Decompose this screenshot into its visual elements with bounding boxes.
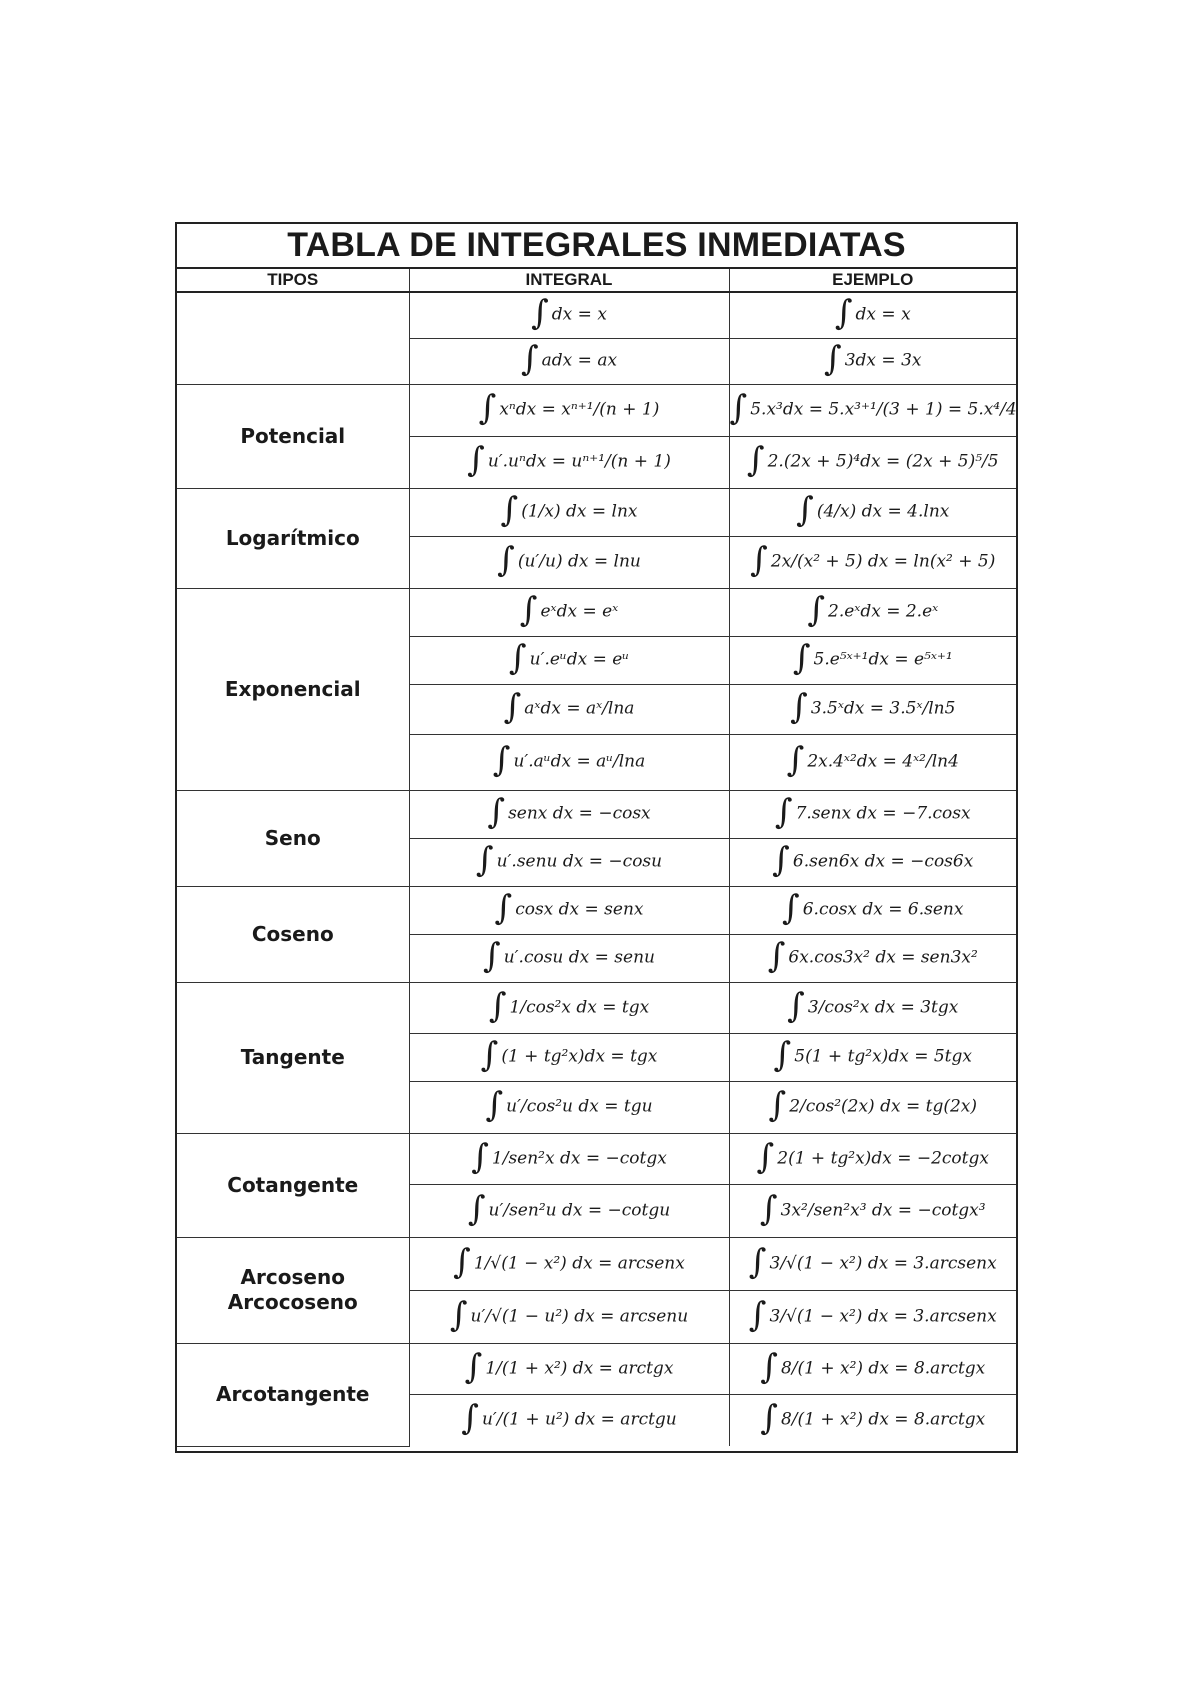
integral-sign-icon: ∫ (768, 1085, 787, 1125)
example-formula: 5.e⁵ˣ⁺¹dx = e⁵ˣ⁺¹ (813, 649, 953, 670)
integral-sign-icon: ∫ (449, 1294, 468, 1335)
example-cell (729, 934, 1016, 982)
example-cell (729, 1184, 1016, 1237)
integral-sign-icon: ∫ (787, 985, 805, 1026)
integral-formula: 1/√(1 − x²) dx = arcsenx (473, 1253, 685, 1273)
type-cell-seno: Seno (177, 790, 409, 886)
integral-sign-icon: ∫ (729, 388, 748, 428)
example-formula: 2(1 + tg²x)dx = −2cotgx (777, 1148, 989, 1168)
example-formula: 2/cos²(2x) dx = tg(2x) (789, 1096, 978, 1117)
integral-sign-icon: ∫ (807, 590, 826, 630)
type-cell-arcoseno: Arcoseno Arcocoseno (177, 1237, 409, 1343)
integral-cell (409, 488, 729, 536)
integral-cell (409, 838, 729, 886)
integral-formula: 1/cos²x dx = tgx (509, 997, 650, 1017)
example-formula: 3dx = 3x (844, 350, 922, 371)
table-row (177, 1237, 1016, 1290)
type-cell-tangente: Tangente (177, 982, 409, 1133)
integral-sign-icon: ∫ (483, 936, 501, 976)
integral-cell (409, 734, 729, 790)
table-row (177, 384, 1016, 436)
integral-sign-icon: ∫ (748, 1294, 767, 1335)
example-cell (729, 734, 1016, 790)
integral-formula: adx = ax (541, 350, 618, 371)
example-cell (729, 1290, 1016, 1343)
integral-sign-icon: ∫ (834, 293, 853, 334)
integral-sign-icon: ∫ (760, 1398, 778, 1439)
integral-cell (409, 886, 729, 934)
type-cell-coseno: Coseno (177, 886, 409, 982)
example-formula: 5(1 + tg²x)dx = 5tgx (794, 1046, 972, 1067)
integral-sign-icon: ∫ (467, 1188, 486, 1229)
integral-cell (409, 384, 729, 436)
example-formula: 2x/(x² + 5) dx = ln(x² + 5) (770, 551, 996, 572)
integral-sign-icon: ∫ (503, 687, 522, 727)
example-cell (729, 636, 1016, 684)
example-formula: (4/x) dx = 4.lnx (816, 501, 950, 522)
integral-cell (409, 292, 729, 338)
integral-sign-icon: ∫ (824, 339, 842, 379)
integral-cell (409, 536, 729, 588)
integral-formula: 1/(1 + x²) dx = arctgx (485, 1358, 674, 1378)
integral-table-sheet (175, 222, 1018, 1453)
table-row (177, 292, 1016, 338)
integral-formula: aˣdx = aˣ/lna (524, 698, 635, 719)
integral-formula: u′/√(1 − u²) dx = arcsenu (470, 1306, 689, 1326)
integral-sign-icon: ∫ (520, 339, 539, 379)
integral-formula: eˣdx = eˣ (540, 601, 619, 622)
example-formula: 3/√(1 − x²) dx = 3.arcsenx (769, 1253, 997, 1273)
integral-sign-icon: ∫ (760, 1346, 778, 1387)
integral-formula: u′.senu dx = −cosu (496, 851, 663, 872)
example-formula: 3/cos²x dx = 3tgx (807, 997, 959, 1017)
integral-sign-icon: ∫ (796, 490, 814, 530)
integral-sign-icon: ∫ (492, 740, 511, 780)
table-row (177, 886, 1016, 934)
example-cell (729, 1133, 1016, 1184)
integral-sign-icon: ∫ (478, 388, 497, 428)
integral-cell (409, 934, 729, 982)
integral-sign-icon: ∫ (773, 1035, 792, 1075)
example-formula: 8/(1 + x²) dx = 8.arctgx (780, 1358, 986, 1378)
integral-sign-icon: ∫ (759, 1188, 778, 1229)
example-formula: 5.x³dx = 5.x³⁺¹/(3 + 1) = 5.x⁴/4 (750, 399, 1017, 420)
integral-cell (409, 1184, 729, 1237)
integral-sign-icon: ∫ (746, 440, 765, 480)
example-formula: 6.sen6x dx = −cos6x (792, 851, 974, 872)
integral-cell (409, 684, 729, 734)
example-cell (729, 838, 1016, 886)
integral-sign-icon: ∫ (497, 540, 515, 580)
example-formula: 6.cosx dx = 6.senx (802, 899, 964, 920)
integral-sign-icon: ∫ (792, 638, 811, 678)
integral-sign-icon: ∫ (508, 638, 527, 678)
integral-cell (409, 1290, 729, 1343)
example-cell (729, 384, 1016, 436)
header-ejemplo: EJEMPLO (729, 269, 1016, 292)
integral-cell (409, 1394, 729, 1446)
type-cell-potencial: Potencial (177, 384, 409, 488)
example-cell (729, 1394, 1016, 1446)
example-cell (729, 982, 1016, 1033)
integral-cell (409, 1343, 729, 1394)
example-cell (729, 338, 1016, 384)
integral-formula: u′/cos²u dx = tgu (506, 1096, 653, 1117)
integral-sign-icon: ∫ (772, 840, 790, 880)
example-formula: 2.eˣdx = 2.eˣ (828, 601, 939, 622)
integral-sign-icon: ∫ (475, 840, 494, 880)
example-cell (729, 1081, 1016, 1133)
integral-cell (409, 1133, 729, 1184)
integral-formula: (1/x) dx = lnx (521, 501, 638, 522)
example-formula: 6x.cos3x² dx = sen3x² (788, 947, 978, 968)
integral-sign-icon: ∫ (488, 985, 507, 1026)
integral-sign-icon: ∫ (485, 1085, 504, 1125)
integral-sign-icon: ∫ (531, 293, 549, 334)
header-integral: INTEGRAL (409, 269, 729, 292)
example-formula: 7.senx dx = −7.cosx (795, 803, 971, 824)
type-cell-arcotangente: Arcotangente (177, 1343, 409, 1446)
example-cell (729, 436, 1016, 488)
integral-cell (409, 588, 729, 636)
integral-formula: u′/(1 + u²) dx = arctgu (481, 1409, 677, 1430)
integrals-table (177, 269, 1016, 1447)
integral-cell (409, 436, 729, 488)
integral-formula: u′.cosu dx = senu (503, 947, 655, 968)
integral-sign-icon: ∫ (748, 1241, 767, 1282)
example-cell (729, 488, 1016, 536)
header-tipos: TIPOS (177, 269, 409, 292)
table-row (177, 1343, 1016, 1394)
integral-sign-icon: ∫ (480, 1035, 499, 1075)
integral-sign-icon: ∫ (767, 936, 786, 976)
example-formula: 2.(2x + 5)⁴dx = (2x + 5)⁵/5 (767, 451, 999, 472)
table-row (177, 1133, 1016, 1184)
example-cell (729, 684, 1016, 734)
integral-formula: senx dx = −cosx (508, 803, 651, 824)
example-cell (729, 1343, 1016, 1394)
type-cell-logaritmico: Logarítmico (177, 488, 409, 588)
integral-cell (409, 636, 729, 684)
integral-cell (409, 982, 729, 1033)
integral-formula: u′.aᵘdx = aᵘ/lna (513, 751, 646, 772)
header-row (177, 269, 1016, 292)
integral-formula: u′/sen²u dx = −cotgu (488, 1200, 671, 1220)
table-row (177, 790, 1016, 838)
integral-sign-icon: ∫ (453, 1241, 471, 1282)
integral-cell (409, 790, 729, 838)
integral-sign-icon: ∫ (494, 888, 513, 928)
example-cell (729, 886, 1016, 934)
example-formula: 3x²/sen²x³ dx = −cotgx³ (780, 1200, 986, 1220)
example-cell (729, 1033, 1016, 1081)
example-formula: 3.5ˣdx = 3.5ˣ/ln5 (810, 698, 956, 719)
table-row (177, 588, 1016, 636)
integral-sign-icon: ∫ (461, 1398, 479, 1439)
integral-formula: 1/sen²x dx = −cotgx (491, 1148, 667, 1168)
page-title: TABLA DE INTEGRALES INMEDIATAS (177, 224, 1016, 269)
integral-cell (409, 338, 729, 384)
integral-sign-icon: ∫ (471, 1136, 489, 1177)
integral-sign-icon: ∫ (756, 1136, 775, 1177)
integral-sign-icon: ∫ (467, 440, 485, 480)
example-cell (729, 588, 1016, 636)
integral-sign-icon: ∫ (786, 740, 805, 780)
integral-sign-icon: ∫ (464, 1346, 483, 1387)
integral-formula: (1 + tg²x)dx = tgx (501, 1046, 658, 1067)
integral-sign-icon: ∫ (487, 792, 506, 832)
integral-sign-icon: ∫ (782, 888, 800, 928)
integral-cell (409, 1237, 729, 1290)
example-formula: 2x.4ˣ²dx = 4ˣ²/ln4 (807, 751, 959, 772)
integral-cell (409, 1033, 729, 1081)
example-formula: dx = x (855, 304, 911, 325)
table-row (177, 488, 1016, 536)
integral-sign-icon: ∫ (790, 687, 808, 727)
example-formula: 8/(1 + x²) dx = 8.arctgx (780, 1409, 986, 1430)
integral-formula: u′.uⁿdx = uⁿ⁺¹/(n + 1) (487, 451, 671, 472)
example-cell (729, 1237, 1016, 1290)
integral-formula: dx = x (551, 304, 607, 325)
integral-sign-icon: ∫ (519, 590, 538, 630)
type-cell-exponencial: Exponencial (177, 588, 409, 790)
example-cell (729, 292, 1016, 338)
table-row (177, 982, 1016, 1033)
integral-sign-icon: ∫ (774, 792, 793, 832)
integral-formula: u′.eᵘdx = eᵘ (529, 649, 630, 670)
type-cell-basic (177, 292, 409, 384)
example-formula: 3/√(1 − x²) dx = 3.arcsenx (769, 1306, 997, 1326)
example-cell (729, 790, 1016, 838)
integral-formula: xⁿdx = xⁿ⁺¹/(n + 1) (499, 399, 660, 420)
example-cell (729, 536, 1016, 588)
type-cell-cotangente: Cotangente (177, 1133, 409, 1237)
integral-sign-icon: ∫ (500, 490, 519, 530)
integral-formula: cosx dx = senx (515, 899, 644, 920)
integral-cell (409, 1081, 729, 1133)
integral-formula: (u′/u) dx = lnu (517, 551, 641, 572)
integral-sign-icon: ∫ (750, 540, 768, 580)
